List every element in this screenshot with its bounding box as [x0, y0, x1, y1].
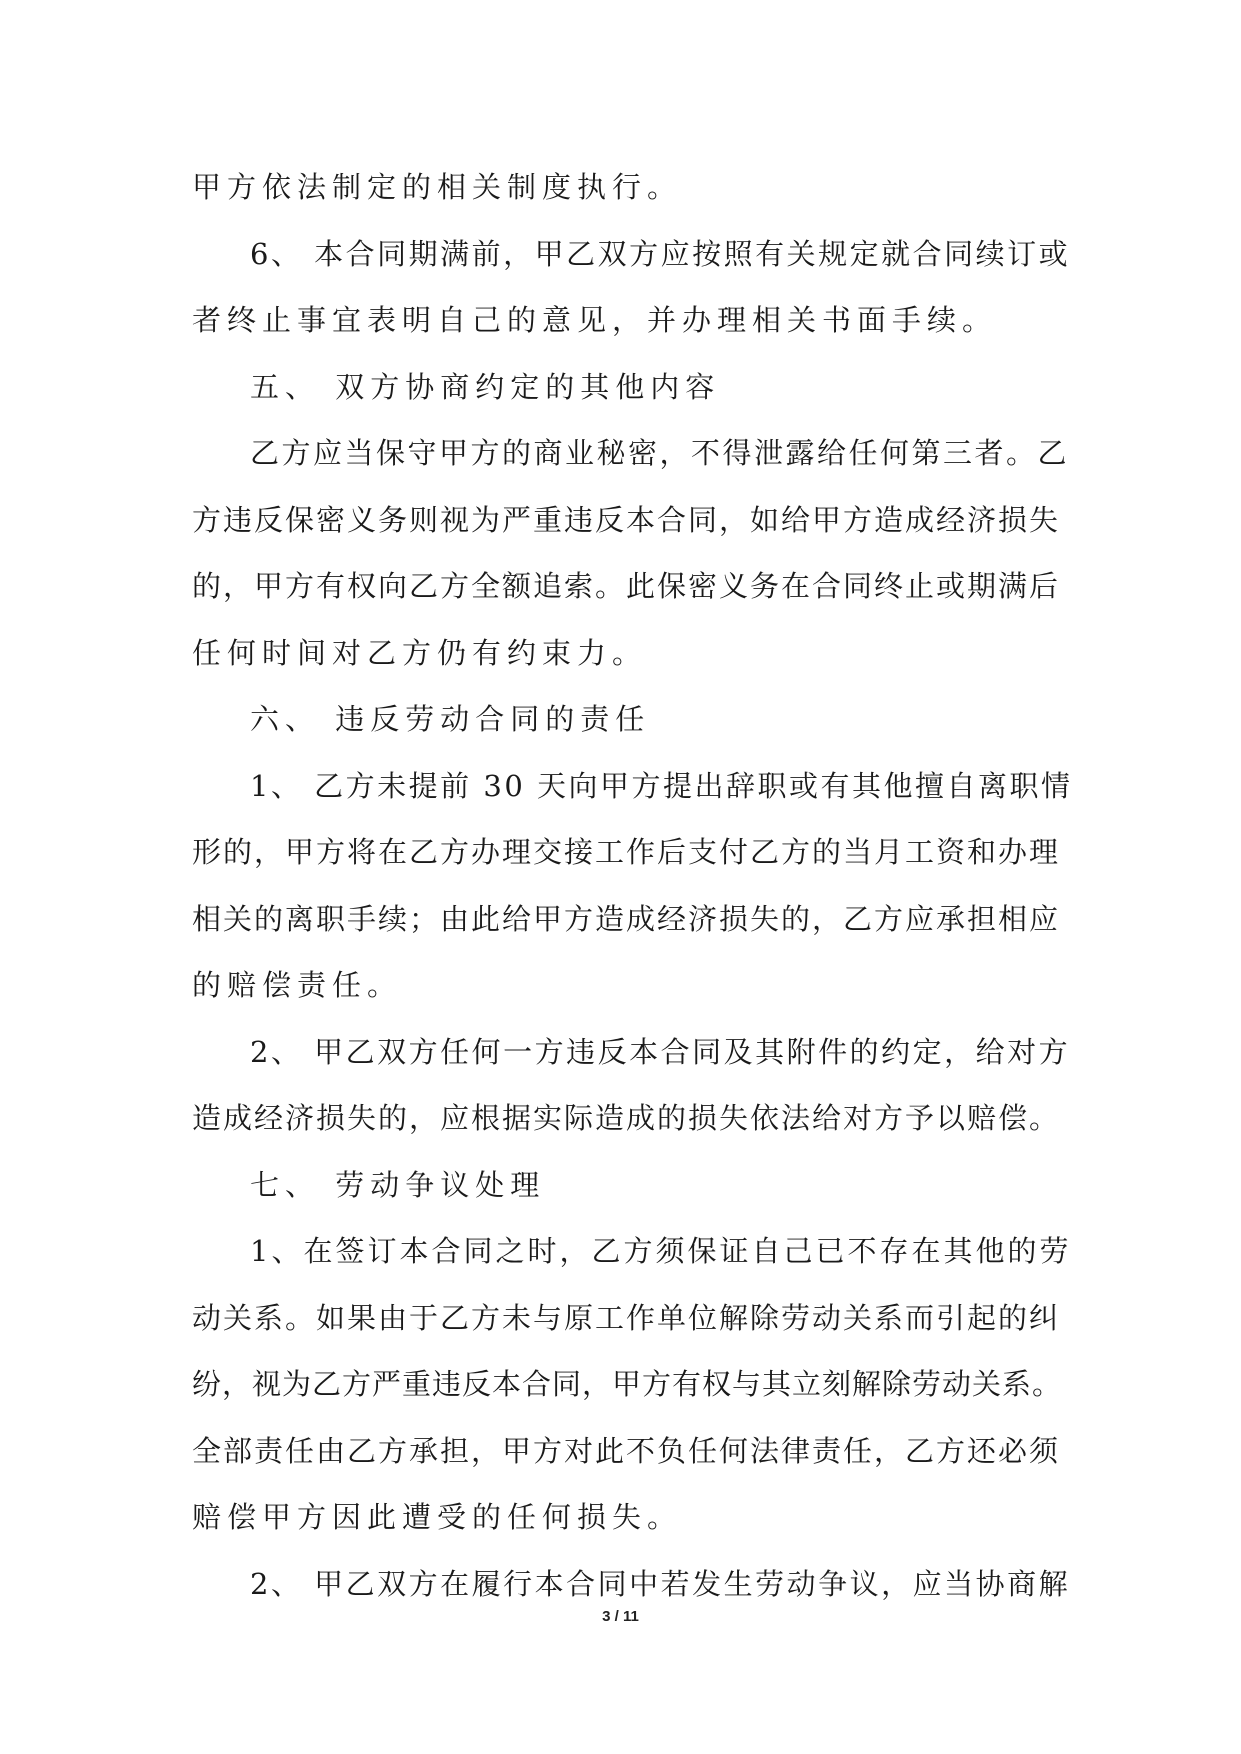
- section-heading: 六、 违反劳动合同的责任: [250, 702, 651, 736]
- text-line: 者终止事宜表明自己的意见，并办理相关书面手续。: [192, 303, 998, 337]
- section-heading: 七、 劳动争议处理: [250, 1167, 546, 1202]
- text-line: 相关的离职手续；由此给甲方造成经济损失的，乙方应承担相应: [192, 901, 1061, 936]
- text-line: 甲方依法制定的相关制度执行。: [192, 170, 683, 204]
- text-line: 形的，甲方将在乙方办理交接工作后支付乙方的当月工资和办理: [192, 835, 1061, 869]
- text-line: 任何时间对乙方仍有约束力。: [192, 635, 648, 670]
- document-body: [192, 154, 1072, 1617]
- text-line: 全部责任由乙方承担，甲方对此不负任何法律责任，乙方还必须: [192, 1433, 1061, 1468]
- page-number: 3 / 11: [602, 1608, 639, 1625]
- text-line: 2、 甲乙双方任何一方违反本合同及其附件的约定，给对方: [250, 1034, 1071, 1069]
- text-line: 乙方应当保守甲方的商业秘密，不得泄露给任何第三者。乙: [250, 436, 1070, 470]
- text-line: 的，甲方有权向乙方全额追索。此保密义务在合同终止或期满后: [192, 569, 1061, 603]
- text-line: 赔偿甲方因此遭受的任何损失。: [192, 1500, 683, 1534]
- text-line: 动关系。如果由于乙方未与原工作单位解除劳动关系而引起的纠: [192, 1300, 1061, 1335]
- text-line: 1、 乙方未提前 30 天向甲方提出辞职或有其他擅自离职情: [250, 768, 1073, 803]
- text-line: 1、在签订本合同之时，乙方须保证自己已不存在其他的劳: [250, 1234, 1072, 1268]
- text-line: 6、 本合同期满前，甲乙双方应按照有关规定就合同续订或: [250, 236, 1071, 271]
- text-line: 的赔偿责任。: [192, 968, 403, 1002]
- text-line: 方违反保密义务则视为严重违反本合同，如给甲方造成经济损失: [192, 502, 1061, 537]
- text-line: 纷，视为乙方严重违反本合同，甲方有权与其立刻解除劳动关系。: [192, 1367, 1063, 1401]
- text-line: 造成经济损失的，应根据实际造成的损失依法给对方予以赔偿。: [192, 1101, 1061, 1135]
- section-heading: 五、 双方协商约定的其他内容: [250, 369, 721, 404]
- text-line: 2、 甲乙双方在履行本合同中若发生劳动争议，应当协商解: [250, 1566, 1071, 1601]
